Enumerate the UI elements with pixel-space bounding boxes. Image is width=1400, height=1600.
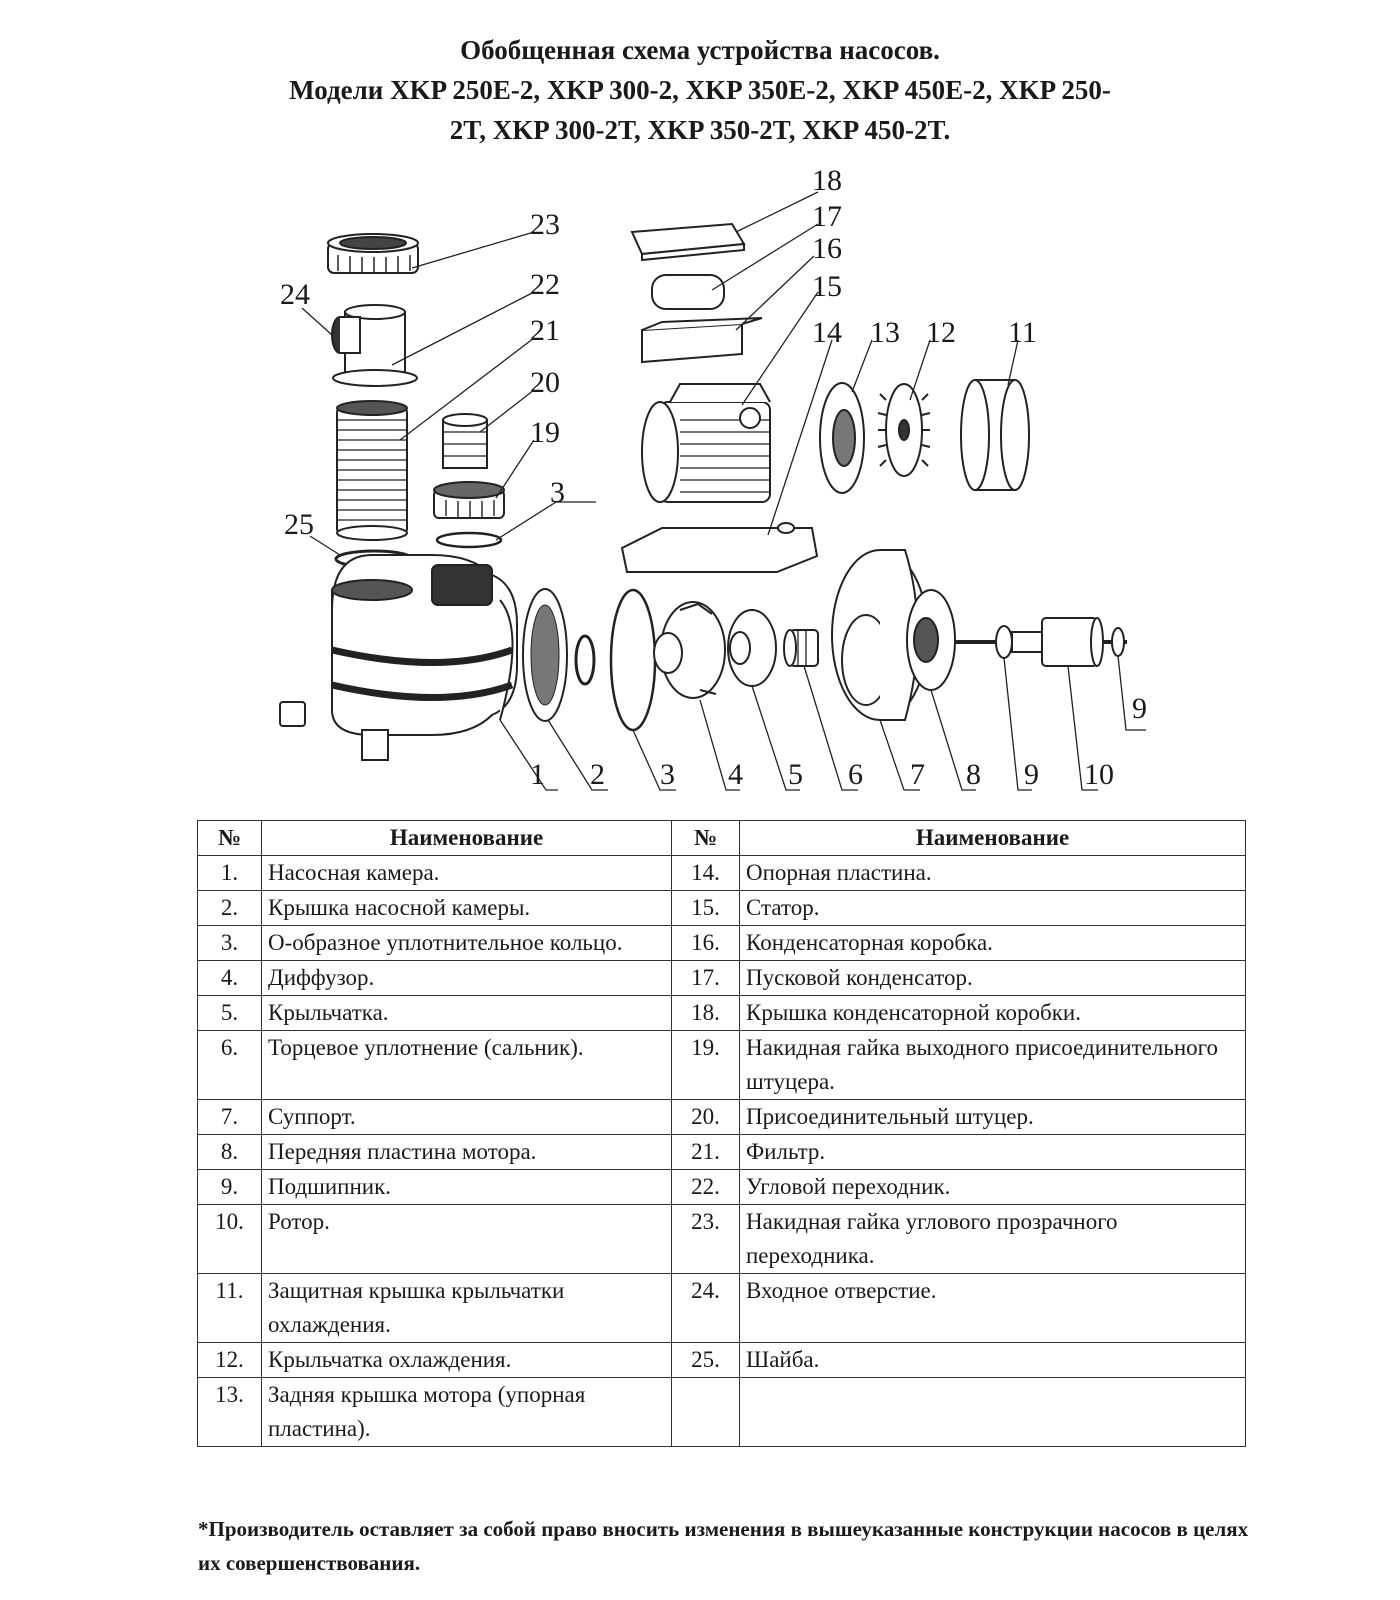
row-num-right: 18. xyxy=(672,996,740,1031)
part-13-rear-cover xyxy=(820,383,864,493)
callout-18: 18 xyxy=(812,164,842,197)
row-num-left: 6. xyxy=(198,1031,262,1100)
title-line-3: 2T, XKP 300-2T, XKP 350-2T, XKP 450-2T. xyxy=(449,115,951,145)
callout-16: 16 xyxy=(812,232,842,265)
row-num-left: 1. xyxy=(198,856,262,891)
callout-20: 20 xyxy=(530,366,560,399)
table-row xyxy=(198,891,1246,926)
callout-4: 4 xyxy=(728,758,743,791)
row-name-left: Защитная крышка крыльчатки охлаждения. xyxy=(262,1274,672,1343)
row-num-left: 2. xyxy=(198,891,262,926)
row-name-right: Накидная гайка углового прозрачного переходника. xyxy=(740,1205,1246,1274)
row-num-left: 3. xyxy=(198,926,262,961)
callout-9: 9 xyxy=(1024,758,1039,791)
row-num-right: 14. xyxy=(672,856,740,891)
row-num-right: 16. xyxy=(672,926,740,961)
part-2-chamber-cover xyxy=(523,589,567,721)
table-row xyxy=(198,1170,1246,1205)
row-num-right: 20. xyxy=(672,1100,740,1135)
row-name-left: Крыльчатка. xyxy=(262,996,672,1031)
row-name-right: Угловой переходник. xyxy=(740,1170,1246,1205)
part-4-diffuser xyxy=(654,602,725,698)
callout-11: 11 xyxy=(1008,316,1037,349)
row-num-right: 21. xyxy=(672,1135,740,1170)
callout-8: 8 xyxy=(966,758,981,791)
part-3-o-ring-large xyxy=(611,590,655,730)
part-1-pump-chamber xyxy=(280,555,517,760)
row-name-right: Конденсаторная коробка. xyxy=(740,926,1246,961)
row-num-right: 23. xyxy=(672,1205,740,1274)
header-name-left: Наименование xyxy=(262,821,672,856)
callout-12: 12 xyxy=(926,316,956,349)
callout-7: 7 xyxy=(910,758,925,791)
part-10-rotor xyxy=(955,618,1127,666)
row-num-right: 17. xyxy=(672,961,740,996)
callout-24: 24 xyxy=(280,278,310,311)
row-name-left: Передняя пластина мотора. xyxy=(262,1135,672,1170)
row-name-right: Крышка конденсаторной коробки. xyxy=(740,996,1246,1031)
table-row xyxy=(198,1343,1246,1378)
row-num-left: 13. xyxy=(198,1378,262,1447)
part-12-cooling-fan xyxy=(878,384,930,476)
row-num-left: 5. xyxy=(198,996,262,1031)
row-num-left: 12. xyxy=(198,1343,262,1378)
row-num-left: 10. xyxy=(198,1205,262,1274)
part-8-front-plate xyxy=(907,590,955,690)
row-name-left: Суппорт. xyxy=(262,1100,672,1135)
row-name-right: Фильтр. xyxy=(740,1135,1246,1170)
callout-3-top: 3 xyxy=(550,476,565,509)
row-num-left: 4. xyxy=(198,961,262,996)
row-name-left: Крышка насосной камеры. xyxy=(262,891,672,926)
table-row xyxy=(198,1135,1246,1170)
part-3-o-ring-small xyxy=(437,533,501,547)
part-3-o-ring xyxy=(576,636,594,684)
table-row xyxy=(198,996,1246,1031)
table-row xyxy=(198,1378,1246,1447)
row-num-right: 24. xyxy=(672,1274,740,1343)
row-name-left: Крыльчатка охлаждения. xyxy=(262,1343,672,1378)
header-name-right: Наименование xyxy=(740,821,1246,856)
table-row xyxy=(198,1100,1246,1135)
table-row xyxy=(198,961,1246,996)
callout-25: 25 xyxy=(284,508,314,541)
row-num-right xyxy=(672,1378,740,1447)
table-row xyxy=(198,926,1246,961)
callout-10: 10 xyxy=(1084,758,1114,791)
parts-table-header xyxy=(198,821,1246,856)
exploded-pump-diagram xyxy=(0,160,1400,810)
title-line-1: Обобщенная схема устройства насосов. xyxy=(460,35,940,65)
callout-2: 2 xyxy=(590,758,605,791)
row-num-left: 7. xyxy=(198,1100,262,1135)
parts-table xyxy=(197,820,1246,1447)
callout-15: 15 xyxy=(812,270,842,303)
callout-22: 22 xyxy=(530,268,560,301)
part-5-impeller xyxy=(728,610,776,686)
row-name-left: О-образное уплотнительное кольцо. xyxy=(262,926,672,961)
row-num-right: 22. xyxy=(672,1170,740,1205)
table-row xyxy=(198,1205,1246,1274)
row-name-right: Присоединительный штуцер. xyxy=(740,1100,1246,1135)
row-num-left: 8. xyxy=(198,1135,262,1170)
table-row xyxy=(198,1274,1246,1343)
part-16-capacitor-box xyxy=(642,318,762,362)
part-14-base-plate xyxy=(622,523,817,572)
row-name-left: Торцевое уплотнение (сальник). xyxy=(262,1031,672,1100)
part-18-capacitor-box-lid xyxy=(632,224,744,260)
row-name-right: Накидная гайка выходного присоединительного штуцера. xyxy=(740,1031,1246,1100)
row-num-left: 9. xyxy=(198,1170,262,1205)
callout-1: 1 xyxy=(530,758,545,791)
row-name-right xyxy=(740,1378,1246,1447)
part-17-start-capacitor xyxy=(652,275,724,309)
part-6-mechanical-seal xyxy=(784,630,818,666)
row-name-left: Диффузор. xyxy=(262,961,672,996)
part-19-nut xyxy=(434,482,504,518)
row-num-right: 19. xyxy=(672,1031,740,1100)
row-name-right: Статор. xyxy=(740,891,1246,926)
callout-13: 13 xyxy=(870,316,900,349)
part-11-fan-cover xyxy=(961,380,1029,490)
table-row xyxy=(198,856,1246,891)
row-name-left: Подшипник. xyxy=(262,1170,672,1205)
table-row xyxy=(198,1031,1246,1100)
callout-14: 14 xyxy=(812,316,842,349)
callout-9-right: 9 xyxy=(1132,692,1147,725)
callout-19: 19 xyxy=(530,416,560,449)
callout-6: 6 xyxy=(848,758,863,791)
row-num-right: 15. xyxy=(672,891,740,926)
part-22-angle-adapter xyxy=(332,305,417,386)
header-num-left: № xyxy=(198,821,262,856)
diagram-title xyxy=(200,30,1200,150)
callout-23: 23 xyxy=(530,208,560,241)
row-num-left: 11. xyxy=(198,1274,262,1343)
header-num-right: № xyxy=(672,821,740,856)
callout-17: 17 xyxy=(812,200,842,233)
callout-5: 5 xyxy=(788,758,803,791)
row-name-right: Входное отверстие. xyxy=(740,1274,1246,1343)
row-name-right: Опорная пластина. xyxy=(740,856,1246,891)
row-name-left: Ротор. xyxy=(262,1205,672,1274)
title-line-2: Модели XKP 250E-2, XKP 300-2, XKP 350E-2, XKP 450E-2, XKP 250- xyxy=(289,75,1111,105)
row-name-right: Шайба. xyxy=(740,1343,1246,1378)
manufacturer-footnote: *Производитель оставляет за собой право вносить изменения в вышеуказанные конструкции насосов в целях их совершенствования. xyxy=(198,1517,1249,1575)
row-name-left: Задняя крышка мотора (упорная пластина). xyxy=(262,1378,672,1447)
row-num-right: 25. xyxy=(672,1343,740,1378)
part-23-union-nut xyxy=(328,234,418,273)
callout-3: 3 xyxy=(660,758,675,791)
part-15-stator xyxy=(642,384,770,502)
row-name-left: Насосная камера. xyxy=(262,856,672,891)
part-20-connector xyxy=(443,414,487,468)
callout-21: 21 xyxy=(530,314,560,347)
row-name-right: Пусковой конденсатор. xyxy=(740,961,1246,996)
part-21-filter xyxy=(337,401,407,540)
